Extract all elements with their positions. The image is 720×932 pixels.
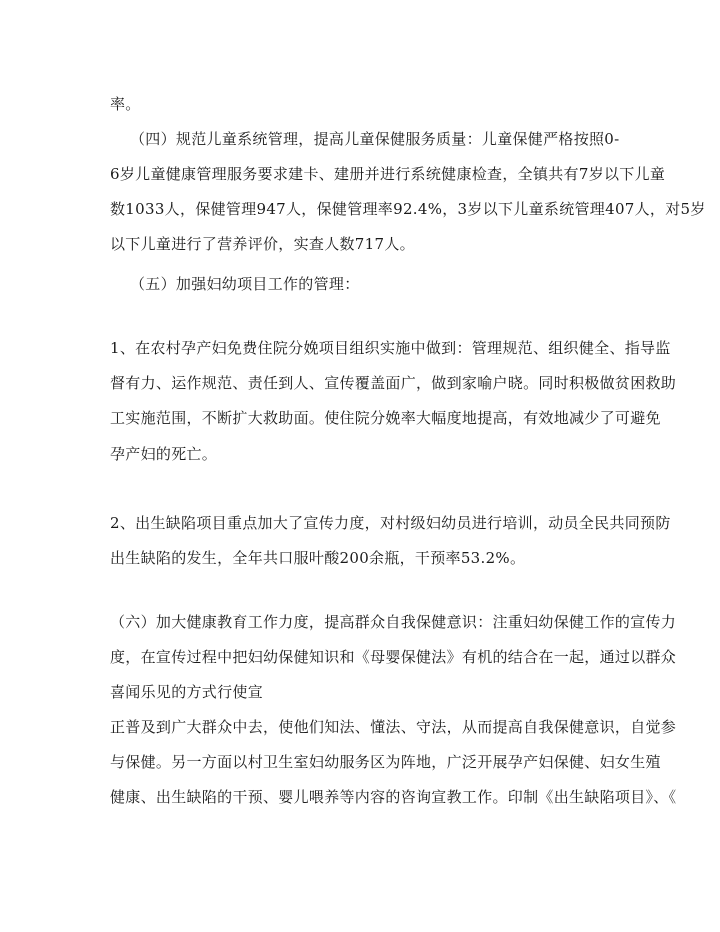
- text-line: 工实施范围，不断扩大救助面。使住院分娩率大幅度地提高，有效地减少了可避免: [110, 409, 661, 427]
- section-heading-6: （六）加大健康教育工作力度，提高群众自我保健意识：注重妇幼保健工作的宣传力: [110, 613, 677, 631]
- section-heading-4: （四）规范儿童系统管理，提高儿童保健服务质量：儿童保健严格按照0-: [130, 130, 620, 148]
- text-line: 数1033人，保健管理947人，保健管理率92.4%，3岁以下儿童系统管理407人，对5岁: [110, 200, 706, 218]
- text-line: 以下儿童进行了营养评价，实查人数717人。: [110, 235, 415, 253]
- text-line: 正普及到广大群众中去，使他们知法、懂法、守法，从而提高自我保健意识，自觉参: [110, 718, 677, 736]
- text-line: 与保健。另一方面以村卫生室妇幼服务区为阵地，广泛开展孕产妇保健、妇女生殖: [110, 753, 661, 771]
- text-line: 率。: [110, 95, 141, 113]
- text-line: 督有力、运作规范、责任到人、宣传覆盖面广，做到家喻户晓。同时积极做贫困救助: [110, 374, 677, 392]
- text-line: 度，在宣传过程中把妇幼保健知识和《母婴保健法》有机的结合在一起，通过以群众: [110, 648, 677, 666]
- text-line: 出生缺陷的发生，全年共口服叶酸200余瓶，干预率53.2%。: [110, 549, 526, 567]
- section-heading-5: （五）加强妇幼项目工作的管理：: [130, 275, 360, 293]
- text-line: 喜闻乐见的方式行使宣: [110, 683, 264, 701]
- text-line: 2、出生缺陷项目重点加大了宣传力度，对村级妇幼员进行培训，动员全民共同预防: [110, 514, 671, 532]
- text-line: 1、在农村孕产妇免费住院分娩项目组织实施中做到：管理规范、组织健全、指导监: [110, 339, 671, 357]
- text-line: 健康、出生缺陷的干预、婴儿喂养等内容的咨询宣教工作。印制《出生缺陷项目》、《: [110, 788, 677, 806]
- text-line: 6岁儿童健康管理服务要求建卡、建册并进行系统健康检查，全镇共有7岁以下儿童: [110, 165, 666, 183]
- text-line: 孕产妇的死亡。: [110, 445, 218, 463]
